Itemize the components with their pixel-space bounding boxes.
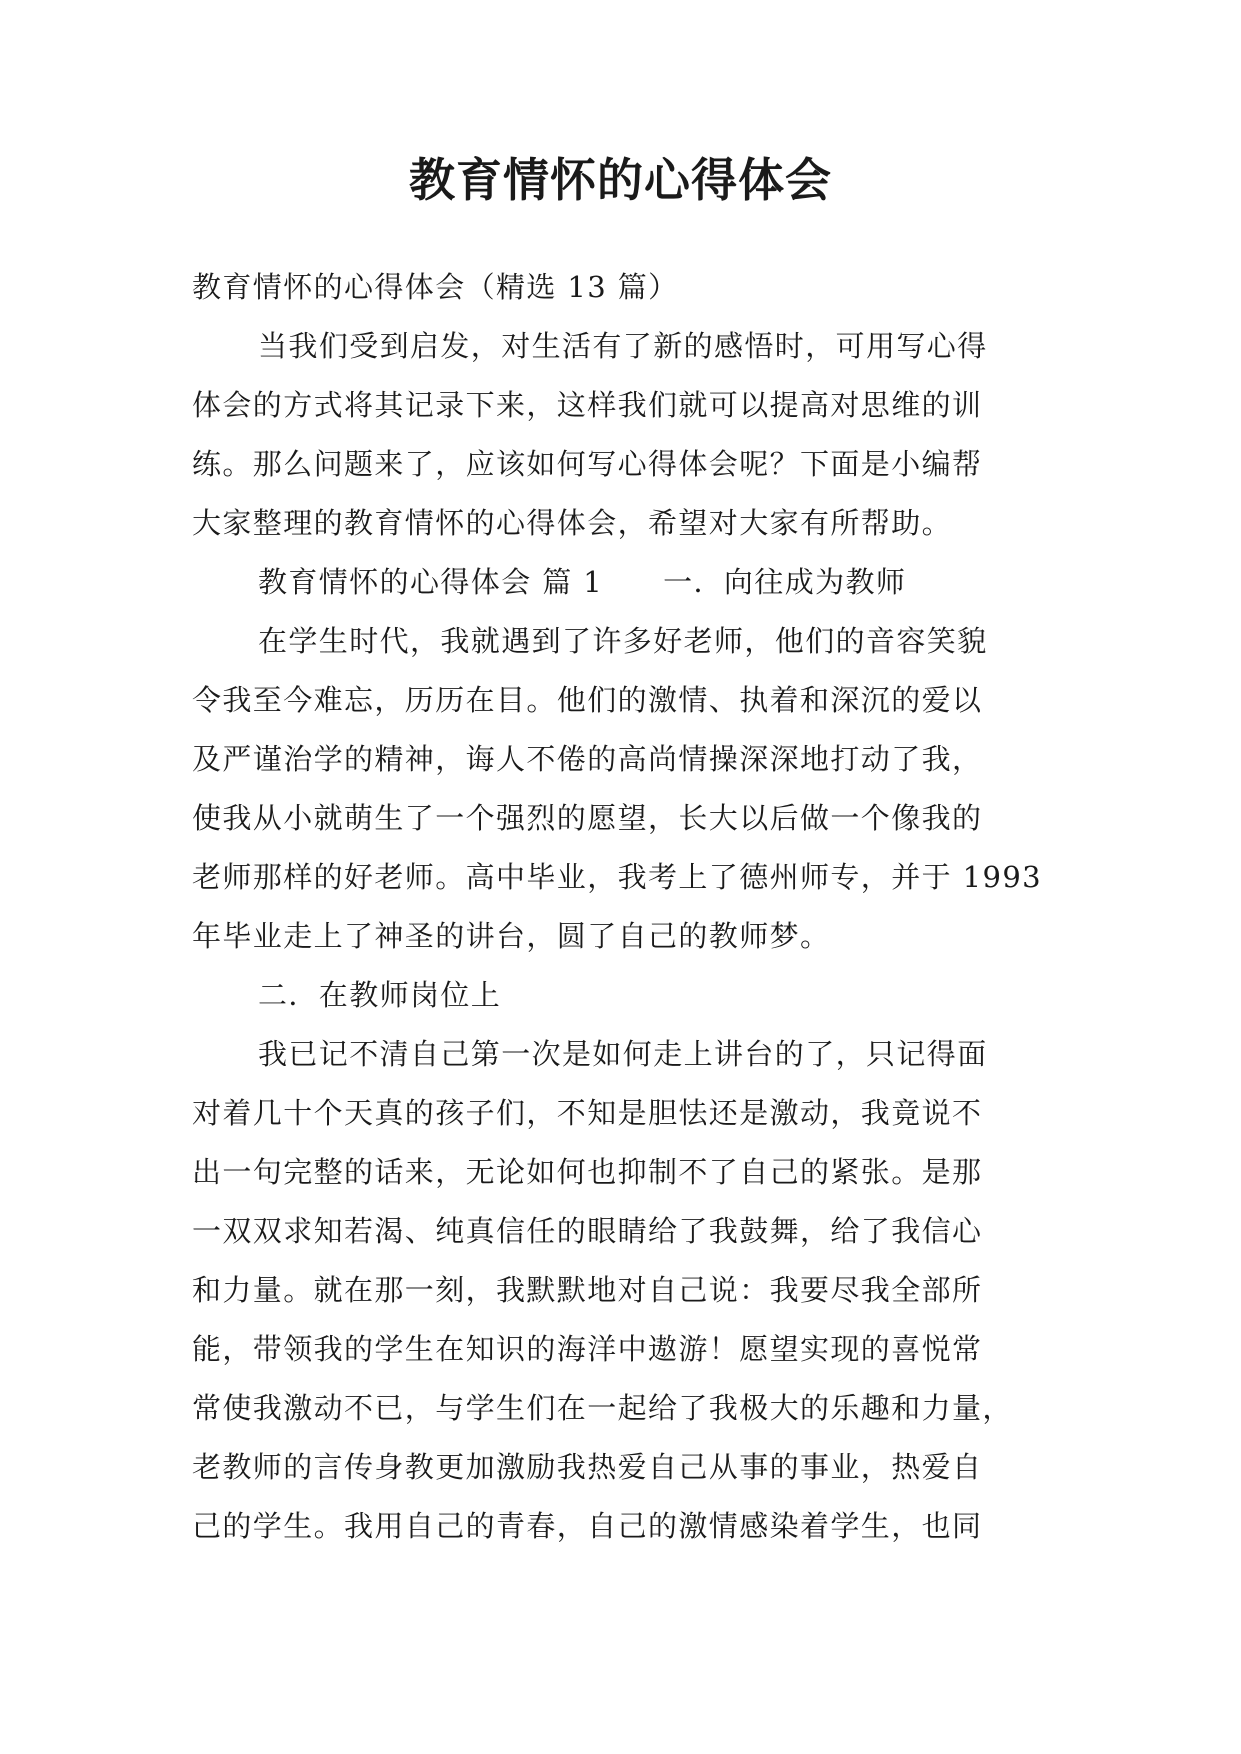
paragraph-line: 一双双求知若渴、纯真信任的眼睛给了我鼓舞，给了我信心 — [192, 1214, 983, 1248]
intro-line: 体会的方式将其记录下来，这样我们就可以提高对思维的训 — [192, 388, 983, 422]
paragraph-line: 能，带领我的学生在知识的海洋中遨游！愿望实现的喜悦常 — [192, 1332, 983, 1366]
paragraph-line: 老师那样的好老师。高中毕业，我考上了德州师专，并于 1993 — [192, 860, 1043, 894]
paragraph-line: 令我至今难忘，历历在目。他们的激情、执着和深沉的爱以 — [192, 683, 983, 717]
section-heading-line — [192, 553, 1052, 612]
paragraph-line: 对着几十个天真的孩子们，不知是胆怯还是激动，我竟说不 — [192, 1096, 983, 1130]
paragraph-line: 出一句完整的话来，无论如何也抑制不了自己的紧张。是那 — [192, 1155, 983, 1189]
document-body — [192, 258, 1052, 1556]
paragraph-line: 年毕业走上了神圣的讲台，圆了自己的教师梦。 — [192, 919, 831, 953]
intro-line: 练。那么问题来了，应该如何写心得体会呢？下面是小编帮 — [192, 447, 983, 481]
paragraph-line: 我已记不清自己第一次是如何走上讲台的了，只记得面 — [258, 1037, 988, 1071]
paragraph-line: 己的学生。我用自己的青春，自己的激情感染着学生，也同 — [192, 1509, 983, 1543]
paragraph-line: 老教师的言传身教更加激励我热爱自己从事的事业，热爱自 — [192, 1450, 983, 1484]
paragraph-line: 常使我激动不已，与学生们在一起给了我极大的乐趣和力量， — [192, 1391, 1013, 1425]
paragraph-line: 及严谨治学的精神，诲人不倦的高尚情操深深地打动了我， — [192, 742, 983, 776]
intro-line: 大家整理的教育情怀的心得体会，希望对大家有所帮助。 — [192, 506, 953, 540]
paragraph-line: 在学生时代，我就遇到了许多好老师，他们的音容笑貌 — [258, 624, 988, 658]
document-subtitle: 教育情怀的心得体会（精选 13 篇） — [192, 270, 679, 304]
intro-line: 当我们受到启发，对生活有了新的感悟时，可用写心得 — [258, 329, 988, 363]
document-title: 教育情怀的心得体会 — [409, 153, 832, 207]
paragraph-line: 和力量。就在那一刻，我默默地对自己说：我要尽我全部所 — [192, 1273, 983, 1307]
paragraph-line: 使我从小就萌生了一个强烈的愿望，长大以后做一个像我的 — [192, 801, 983, 835]
section1-subheading: 一．向往成为教师 — [663, 565, 907, 599]
section1-heading: 教育情怀的心得体会 篇 1 — [258, 565, 604, 599]
section2-heading: 二．在教师岗位上 — [258, 978, 502, 1012]
